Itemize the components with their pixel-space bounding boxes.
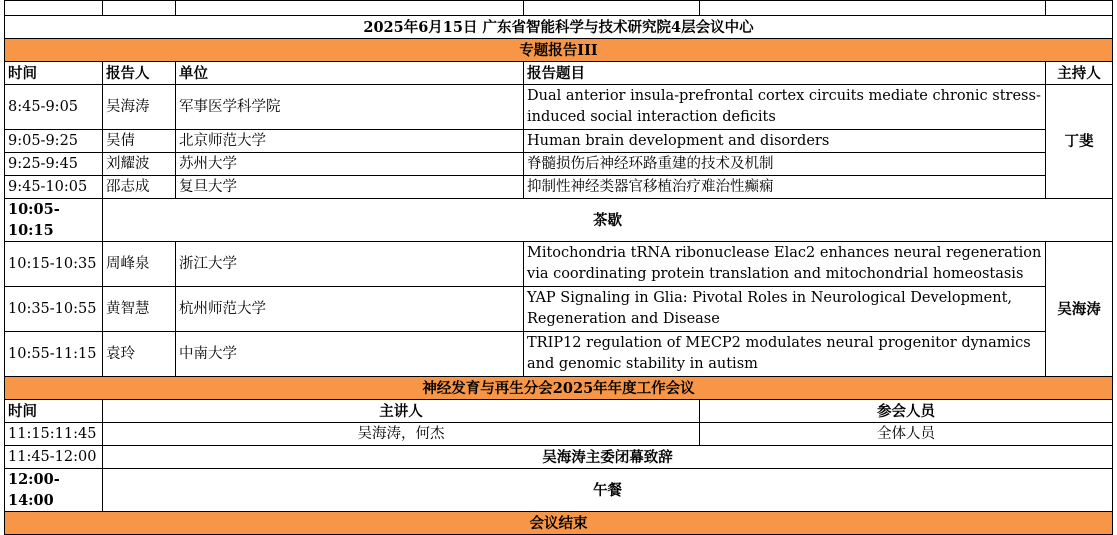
table-row: 11:45-12:00 吴海涛主委闭幕致辞 bbox=[5, 446, 1113, 469]
col-time: 时间 bbox=[5, 400, 103, 423]
col-presenter: 主讲人 bbox=[103, 400, 700, 423]
schedule-table bbox=[4, 0, 1113, 535]
session-band: 专题报告III bbox=[5, 39, 1113, 62]
annual-header-row bbox=[5, 400, 1113, 423]
lunch-row: 12:00-14:00 午餐 bbox=[5, 469, 1113, 512]
table-row: 10:35-10:55 黄智慧 杭州师范大学 YAP Signaling in Glia: Pivotal Roles in Neurological Development, Regeneration and Disease bbox=[5, 287, 1113, 332]
col-affiliation: 单位 bbox=[176, 62, 524, 85]
table-row: 11:15:11:45 吴海涛，何杰 全体人员 bbox=[5, 423, 1113, 446]
table-row: 10:15-10:35 周峰泉 浙江大学 Mitochondria tRNA ribonuclease Elac2 enhances neural regeneration via coordinating protein translation and mitochondrial homeostasis 吴海涛 bbox=[5, 242, 1113, 287]
table-row: 9:05-9:25 吴倩 北京师范大学 Human brain development and disorders bbox=[5, 130, 1113, 153]
col-attendees: 参会人员 bbox=[700, 400, 1113, 423]
session-header-row bbox=[5, 62, 1113, 85]
top-spacer-row bbox=[5, 1, 1113, 16]
host-name: 丁斐 bbox=[1046, 85, 1113, 199]
break-row: 10:05-10:15 茶歇 bbox=[5, 199, 1113, 242]
break-label: 茶歇 bbox=[103, 199, 1113, 242]
table-row: 8:45-9:05 吴海涛 军事医学科学院 Dual anterior insula-prefrontal cortex circuits mediate chronic stress-induced social interaction deficits 丁斐 bbox=[5, 85, 1113, 130]
col-time: 时间 bbox=[5, 62, 103, 85]
col-speaker: 报告人 bbox=[103, 62, 176, 85]
col-host: 主持人 bbox=[1046, 62, 1113, 85]
annual-meeting-band: 神经发育与再生分会2025年年度工作会议 bbox=[5, 377, 1113, 400]
table-row: 9:25-9:45 刘耀波 苏州大学 脊髓损伤后神经环路重建的技术及机制 bbox=[5, 153, 1113, 176]
table-row: 10:55-11:15 袁玲 中南大学 TRIP12 regulation of MECP2 modulates neural progenitor dynamics and genomic stability in autism bbox=[5, 332, 1113, 377]
table-row: 9:45-10:05 邵志成 复旦大学 抑制性神经类器官移植治疗难治性癫痫 bbox=[5, 176, 1113, 199]
page-title: 2025年6月15日 广东省智能科学与技术研究院4层会议中心 bbox=[5, 16, 1113, 39]
host-name: 吴海涛 bbox=[1046, 242, 1113, 377]
col-topic: 报告题目 bbox=[524, 62, 1046, 85]
closing-band: 会议结束 bbox=[5, 512, 1113, 535]
